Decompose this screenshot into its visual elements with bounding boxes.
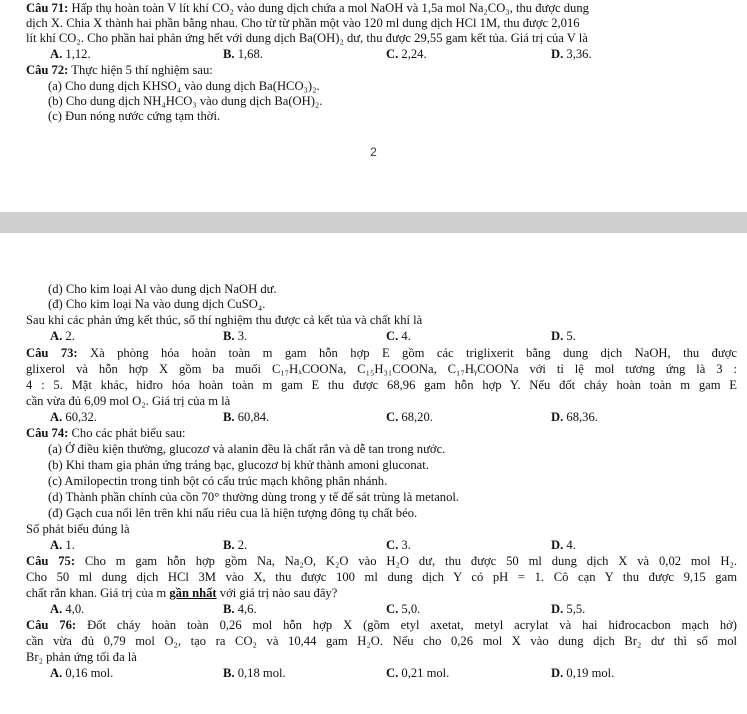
page-number: 2	[370, 145, 377, 159]
option-a: A. 1,12.	[50, 47, 91, 61]
document-page-2	[0, 233, 747, 714]
experiment-d: (d) Cho kim loại Al vào dung dịch NaOH dư.	[48, 282, 277, 296]
question-73-options	[50, 410, 737, 424]
option-d: D. 0,19 mol.	[551, 666, 615, 680]
option-b: B. 0,18 mol.	[223, 666, 286, 680]
option-b: B. 2.	[223, 538, 248, 552]
document-page-1	[0, 0, 747, 175]
option-a: A. 4,0.	[50, 602, 85, 616]
question-72-tail: Sau khi các phản ứng kết thúc, số thí nghiệm thu được cả kết tủa và chất khí là	[26, 313, 423, 327]
question-74-options	[50, 538, 737, 552]
option-b: B. 4,6.	[223, 602, 257, 616]
question-74-tail: Số phát biểu đúng là	[26, 522, 130, 536]
option-a: A. 1.	[50, 538, 75, 552]
emphasis-closest: gần nhất	[169, 586, 217, 600]
option-b: B. 3.	[223, 329, 248, 343]
question-75-line-1: Câu 75: Cho m gam hỗn hợp gồm Na, Na₂O, K₂O vào H₂O dư, thu được 50 ml dung dịch X và 0,02 mol H₂.	[26, 554, 737, 568]
question-71-line-2: dịch X. Chia X thành hai phần bằng nhau. Cho từ từ phần một vào 120 ml dung dịch HCl 1M, thu được 2,016	[26, 16, 580, 30]
question-73-line-3: 4 : 5. Mặt khác, hiđro hóa hoàn toàn m gam E thu được 68,96 gam hỗn hợp Y. Nếu đốt cháy hoàn toàn m gam E	[26, 378, 737, 392]
experiment-e: (đ) Cho kim loại Na vào dung dịch CuSO₄.	[48, 297, 266, 311]
experiment-a: (a) Cho dung dịch KHSO₄ vào dung dịch Ba(HCO₃)₂.	[48, 79, 320, 93]
question-71-text-1	[26, 1, 589, 15]
option-b: B. 60,84.	[223, 410, 270, 424]
question-71-body: Hấp thụ hoàn toàn V lít khí CO₂ vào dung dịch chứa a mol NaOH và 1,5a mol Na₂CO₃, thu được dung	[68, 1, 589, 15]
option-c: C. 4.	[386, 329, 411, 343]
experiment-b: (b) Cho dung dịch NH₄HCO₃ vào dung dịch Ba(OH)₂.	[48, 94, 323, 108]
statement-d: (d) Thành phần chính của cồn 70° thường dùng trong y tế để sát trùng là metanol.	[48, 490, 460, 504]
question-76-line-3: Br₂ phản ứng tối đa là	[26, 650, 137, 664]
question-73-line-1: Câu 73: Xà phòng hóa hoàn toàn m gam hỗn hợp E gồm các triglixerit bằng dung dịch NaOH, thu được	[26, 346, 737, 360]
option-c: C. 0,21 mol.	[386, 666, 450, 680]
question-71-line-1	[26, 1, 737, 15]
question-72-heading: Câu 72: Thực hiện 5 thí nghiệm sau:	[26, 63, 213, 77]
question-76-options	[50, 666, 737, 680]
question-76-line-2: cần vừa đủ 0,79 mol O₂, tạo ra CO₂ và 10,44 gam H₂O. Nếu cho 0,26 mol X vào dung dịch Br₂ dư thì số mol	[26, 634, 737, 648]
question-73-line-4: cần vừa đủ 6,09 mol O₂. Giá trị của m là	[26, 394, 231, 408]
question-75-line-2: Cho 50 ml dung dịch HCl 3M vào X, thu được 100 ml dung dịch Y có pH = 1. Cô cạn Y thu được 9,15 gam	[26, 570, 737, 584]
option-c: C. 3.	[386, 538, 411, 552]
statement-e: (đ) Gạch cua nổi lên trên khi nấu riêu cua là hiện tượng đông tụ chất béo.	[48, 506, 418, 520]
statement-a: (a) Ở điều kiện thường, glucozơ và alanin đều là chất rắn và dễ tan trong nước.	[48, 442, 446, 456]
option-c: C. 2,24.	[386, 47, 427, 61]
page-separator	[0, 212, 747, 233]
option-a: A. 60,32.	[50, 410, 97, 424]
option-d: D. 5,5.	[551, 602, 586, 616]
question-71-line-3: lít khí CO₂. Cho phần hai phản ứng hết với dung dịch Ba(OH)₂ dư, thu được 29,55 gam kết tủa. Giá trị của V là	[26, 31, 588, 45]
question-73-line-2: glixerol và hỗn hợp X gồm ba muối C₁₇HₓCOONa, C₁₅H₃₁COONa, C₁₇HᵧCOONa với tỉ lệ mol tương ứng là 3 :	[26, 362, 737, 376]
statement-c: (c) Amilopectin trong tinh bột có cấu trúc mạch không phân nhánh.	[48, 474, 388, 488]
option-c: C. 68,20.	[386, 410, 433, 424]
option-a: A. 0,16 mol.	[50, 666, 114, 680]
question-75-options	[50, 602, 737, 616]
option-a: A. 2.	[50, 329, 75, 343]
experiment-c: (c) Đun nóng nước cứng tạm thời.	[48, 109, 221, 123]
option-b: B. 1,68.	[223, 47, 263, 61]
question-71-label: Câu 71:	[26, 1, 69, 15]
question-71-options	[50, 47, 737, 61]
option-d: D. 68,36.	[551, 410, 598, 424]
option-c: C. 5,0.	[386, 602, 421, 616]
option-d: D. 5.	[551, 329, 576, 343]
statement-b: (b) Khi tham gia phản ứng tráng bạc, glucozơ bị khử thành amoni gluconat.	[48, 458, 429, 472]
question-76-line-1: Câu 76: Đốt cháy hoàn toàn 0,26 mol hỗn hợp X (gồm etyl axetat, metyl acrylat và hai hiđrocacbon mạch hở)	[26, 618, 737, 632]
option-d: D. 4.	[551, 538, 576, 552]
option-d: D. 3,36.	[551, 47, 592, 61]
question-74-heading: Câu 74: Cho các phát biểu sau:	[26, 426, 186, 440]
question-72-options	[50, 329, 737, 343]
question-75-line-3: chất rắn khan. Giá trị của m gần nhất với giá trị nào sau đây?	[26, 586, 338, 600]
